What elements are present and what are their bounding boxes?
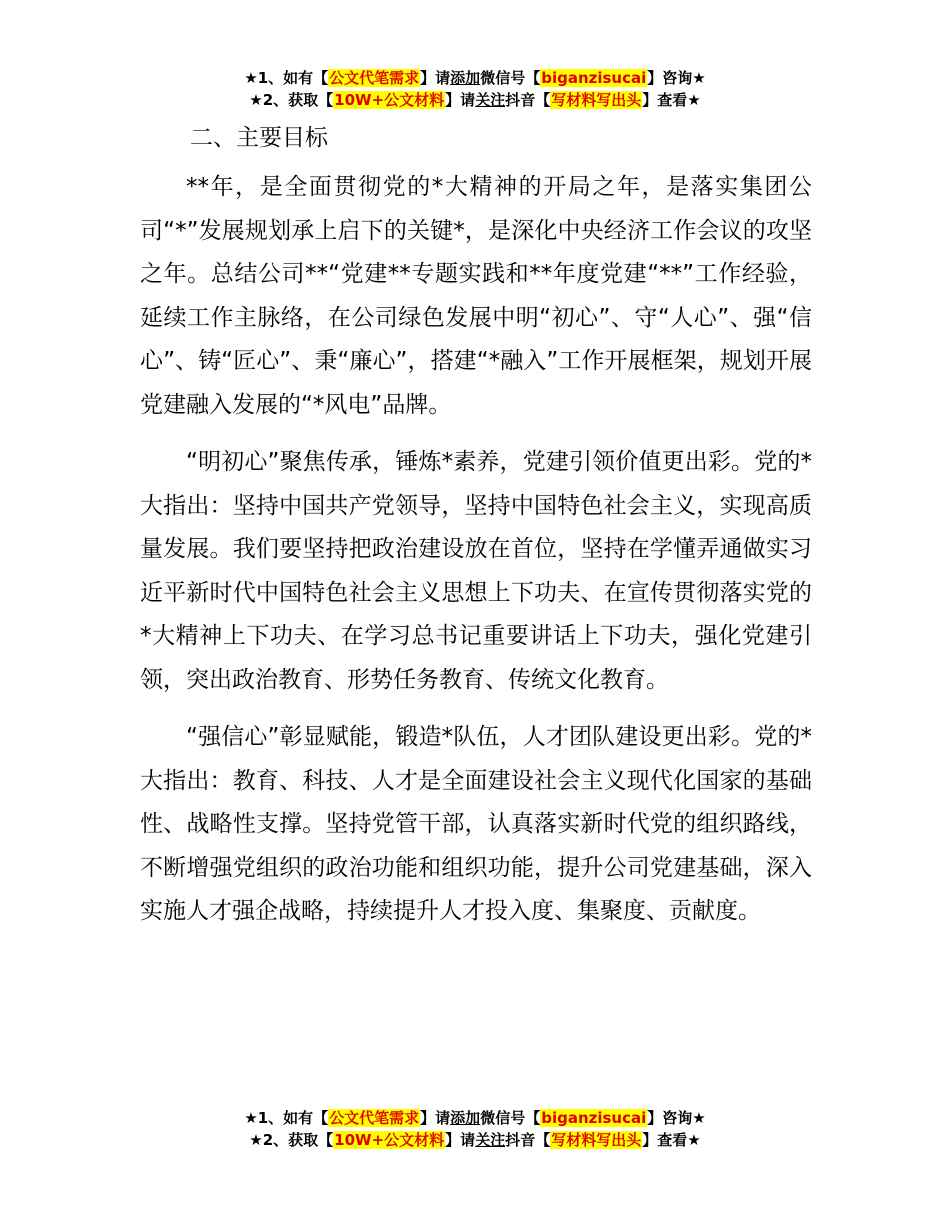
star-icon: ★ <box>244 1109 258 1127</box>
promo-highlight-wechat-id: biganzisucai <box>541 1109 647 1127</box>
promo-highlight-service: 公文代笔需求 <box>329 1109 420 1127</box>
promo-line-2: ★2、获取【10W+公文材料】请关注抖音【写材料写出头】查看★ <box>249 91 701 109</box>
promo-highlight-materials: 10W+公文材料 <box>334 91 445 109</box>
promo-banner-bottom <box>0 1107 950 1151</box>
paragraph: “明初心”聚焦传承，锤炼*素养，党建引领价值更出彩。党的*大指出：坚持中国共产党领导，坚持中国特色社会主义，实现高质量发展。我们要坚持把政治建设放在首位，坚持在学懂弄通做实习近平新时代中国特色社会主义思想上下功夫、在宣传贯彻落实党的*大精神上下功夫、在学习总书记重要讲话上下功夫，强化党建引领，突出政治教育、形势任务教育、传统文化教育。 <box>140 449 812 693</box>
document-body <box>140 118 812 934</box>
star-icon: ★ <box>692 1109 706 1127</box>
promo-highlight-wechat-id: biganzisucai <box>541 69 647 87</box>
promo-line-1: ★1、如有【公文代笔需求】请添加微信号【biganzisucai】咨询★ <box>244 69 706 87</box>
promo-highlight-service: 公文代笔需求 <box>329 69 420 87</box>
paragraph: **年，是全面贯彻党的*大精神的开局之年，是落实集团公司“*”发展规划承上启下的关键*，是深化中央经济工作会议的攻坚之年。总结公司**“党建**专题实践和**年度党建“**”工作经验，延续工作主脉络，在公司绿色发展中明“初心”、守“人心”、强“信心”、铸“匠心”、秉“廉心”，搭建“*融入”工作开展框架，规划开展党建融入发展的“*风电”品牌。 <box>140 174 812 418</box>
star-icon: ★ <box>687 91 701 109</box>
star-icon: ★ <box>249 91 263 109</box>
section-heading: 二、主要目标 <box>190 125 328 151</box>
paragraph: “强信心”彰显赋能，锻造*队伍，人才团队建设更出彩。党的*大指出：教育、科技、人才是全面建设社会主义现代化国家的基础性、战略性支撑。坚持党管干部，认真落实新时代党的组织路线，不断增强党组织的政治功能和组织功能，提升公司党建基础，深入实施人才强企战略，持续提升人才投入度、集聚度、贡献度。 <box>140 724 812 924</box>
promo-line-2: ★2、获取【10W+公文材料】请关注抖音【写材料写出头】查看★ <box>249 1131 701 1149</box>
promo-line-1: ★1、如有【公文代笔需求】请添加微信号【biganzisucai】咨询★ <box>244 1109 706 1127</box>
star-icon: ★ <box>249 1131 263 1149</box>
star-icon: ★ <box>692 69 706 87</box>
promo-highlight-douyin: 写材料写出头 <box>551 91 642 109</box>
promo-highlight-douyin: 写材料写出头 <box>551 1131 642 1149</box>
promo-highlight-materials: 10W+公文材料 <box>334 1131 445 1149</box>
star-icon: ★ <box>687 1131 701 1149</box>
promo-banner-top <box>0 67 950 111</box>
star-icon: ★ <box>244 69 258 87</box>
